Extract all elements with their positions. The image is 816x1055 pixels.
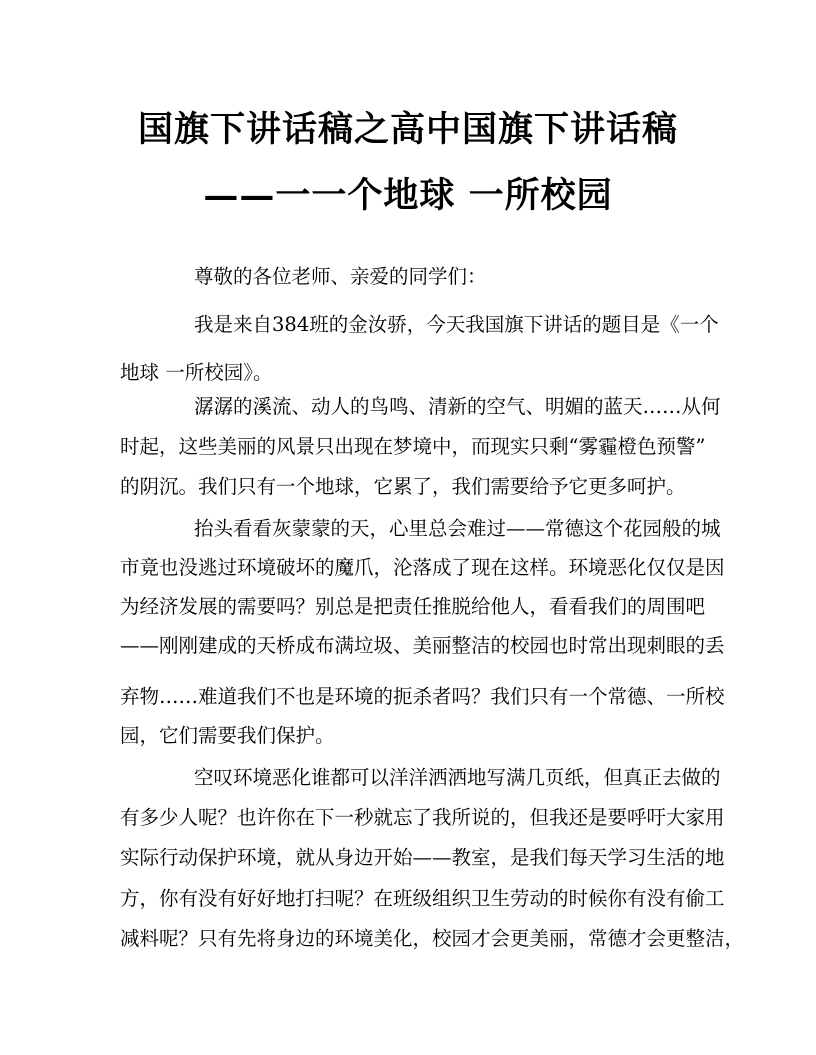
paragraph-2-line-2: 时起，这些美丽的风景只出现在梦境中，而现实只剩“雾霾橙色预警” — [120, 435, 706, 458]
paragraph-4-line-5: 减料呢？只有先将身边的环境美化，校园才会更美丽，常德才会更整洁， — [120, 927, 745, 950]
paragraph-4-line-3: 实际行动保护环境，就从身边开始——教室，是我们每天学习生活的地 — [120, 846, 725, 869]
paragraph-4-line-1: 空叹环境恶化谁都可以洋洋洒洒地写满几页纸，但真正去做的 — [194, 766, 721, 789]
paragraph-3-line-6: 园，它们需要我们保护。 — [120, 724, 335, 747]
title-line-1: 国旗下讲话稿之高中国旗下讲话稿 — [137, 109, 678, 150]
paragraph-2-line-3: 的阴沉。我们只有一个地球，它累了，我们需要给予它更多呵护。 — [120, 475, 686, 498]
paragraph-2-line-1: 潺潺的溪流、动人的鸟鸣、清新的空气、明媚的蓝天……从何 — [194, 395, 721, 418]
paragraph-3-line-4: ——刚刚建成的天桥成布满垃圾、美丽整洁的校园也时常出现刺眼的丢 — [120, 634, 725, 657]
title-line-2: ——一一个地球 一所校园 — [203, 175, 613, 216]
paragraph-1-line-1: 我是来自384班的金汝骄，今天我国旗下讲话的题目是《一个 — [194, 313, 719, 336]
paragraph-4-line-2: 有多少人呢？也许你在下一秒就忘了我所说的，但我还是要呼吁大家用 — [120, 806, 725, 829]
paragraph-4-line-4: 方，你有没有好好地打扫呢？在班级组织卫生劳动的时候你有没有偷工 — [120, 887, 725, 910]
greeting-line: 尊敬的各位老师、亲爱的同学们： — [194, 265, 487, 288]
paragraph-3-line-2: 市竟也没逃过环境破坏的魔爪，沦落成了现在这样。环境恶化仅仅是因 — [120, 556, 725, 579]
paragraph-3-line-1: 抬头看看灰蒙蒙的天，心里总会难过——常德这个花园般的城 — [194, 517, 721, 540]
paragraph-3-line-3: 为经济发展的需要吗？别总是把责任推脱给他人，看看我们的周围吧 — [120, 595, 706, 618]
paragraph-1-line-2: 地球 一所校园》。 — [120, 361, 273, 384]
paragraph-3-line-5: 弃物……难道我们不也是环境的扼杀者吗？我们只有一个常德、一所校 — [120, 685, 725, 708]
